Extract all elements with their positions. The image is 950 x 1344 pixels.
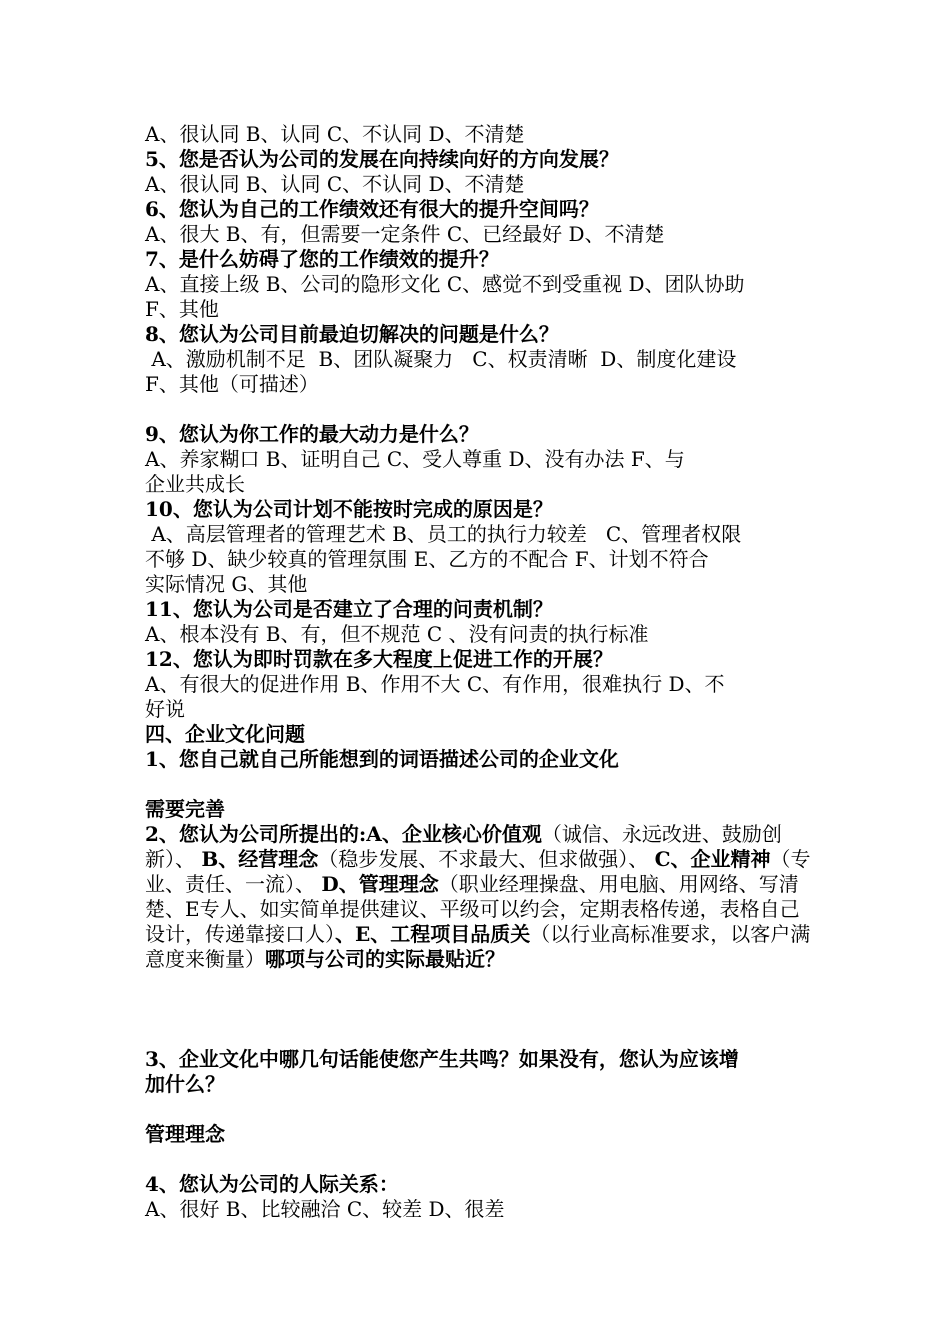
document-page	[145, 122, 817, 1222]
question-9: 9、您认为你工作的最大动力是什么？	[145, 422, 479, 446]
answer-options: 不够 D、缺少较真的管理氛围 E、乙方的不配合 F、计划不符合	[145, 547, 709, 571]
question-text: 哪项与公司的实际最贴近？	[265, 947, 505, 971]
option-detail: （诚信、永远改进、鼓励创新）、	[145, 822, 782, 871]
answer-options: A、有很大的促进作用 B、作用不大 C、有作用，很难执行 D、不	[145, 672, 725, 696]
question-6: 6、您认为自己的工作绩效还有很大的提升空间吗？	[145, 197, 599, 221]
answer-text: 管理理念	[145, 1122, 225, 1146]
option-detail: （稳步发展、不求最大、但求做强）、	[318, 847, 655, 871]
answer-options: A、很大 B、有，但需要一定条件 C、已经最好 D、不清楚	[145, 222, 665, 246]
spacer	[145, 1147, 817, 1172]
spacer	[145, 772, 817, 797]
question-5: 5、您是否认为公司的发展在向持续向好的方向发展？	[145, 147, 619, 171]
question-12: 12、您认为即时罚款在多大程度上促进工作的开展？	[145, 647, 613, 671]
answer-options: 实际情况 G、其他	[145, 572, 308, 596]
culture-question-1: 1、您自己就自己所能想到的词语描述公司的企业文化	[145, 747, 619, 771]
spacer	[145, 397, 817, 422]
answer-options: A、很认同 B、认同 C、不认同 D、不清楚	[145, 122, 525, 146]
question-10: 10、您认为公司计划不能按时完成的原因是？	[145, 497, 553, 521]
question-7: 7、是什么妨碍了您的工作绩效的提升？	[145, 247, 499, 271]
answer-options: F、其他（可描述）	[145, 372, 319, 396]
answer-options: A、很认同 B、认同 C、不认同 D、不清楚	[145, 172, 525, 196]
question-text: 2、您认为公司所提出的:A、企业核心价值观	[145, 822, 542, 846]
answer-options: A、养家糊口 B、证明自己 C、受人尊重 D、没有办法 F、与	[145, 447, 685, 471]
option-label: 、E、工程项目品质关	[335, 922, 531, 946]
option-detail: （以行业高标准要求，以客户满意度来衡量）	[145, 922, 811, 971]
option-label: C、企业精神	[654, 847, 771, 871]
answer-options: A、很好 B、比较融洽 C、较差 D、很差	[145, 1197, 505, 1221]
option-label: B、经营理念	[201, 847, 319, 871]
answer-options: 企业共成长	[145, 472, 245, 496]
option-label: D、管理理念	[321, 872, 439, 896]
question-8: 8、您认为公司目前最迫切解决的问题是什么？	[145, 322, 559, 346]
question-11: 11、您认为公司是否建立了合理的问责机制？	[145, 597, 553, 621]
culture-question-3: 3、企业文化中哪几句话能使您产生共鸣？如果没有，您认为应该增	[145, 1047, 739, 1071]
answer-options: A、激励机制不足 B、团队凝聚力 C、权责清晰 D、制度化建设	[145, 347, 737, 371]
culture-question-4: 4、您认为公司的人际关系：	[145, 1172, 399, 1196]
answer-options: 好说	[145, 697, 185, 721]
section-heading: 四、企业文化问题	[145, 722, 305, 746]
answer-options: A、直接上级 B、公司的隐形文化 C、感觉不到受重视 D、团队协助	[145, 272, 745, 296]
culture-question-3-cont: 加什么？	[145, 1072, 225, 1096]
spacer	[145, 1097, 817, 1122]
spacer	[145, 972, 817, 1047]
option-detail: （职业经理操盘、用电脑、用网络、写清楚、E专人、如实简单提供建议、平级可以约会，定期表格传递，表格自己设计，传递靠接口人）	[145, 872, 800, 946]
answer-text: 需要完善	[145, 797, 225, 821]
culture-question-2	[145, 822, 817, 972]
answer-options: A、根本没有 B、有，但不规范 C 、没有问责的执行标准	[145, 622, 649, 646]
option-detail: （专业、责任、一流）、	[145, 847, 811, 896]
answer-options: F、其他	[145, 297, 219, 321]
answer-options: A、高层管理者的管理艺术 B、员工的执行力较差 C、管理者权限	[145, 522, 742, 546]
